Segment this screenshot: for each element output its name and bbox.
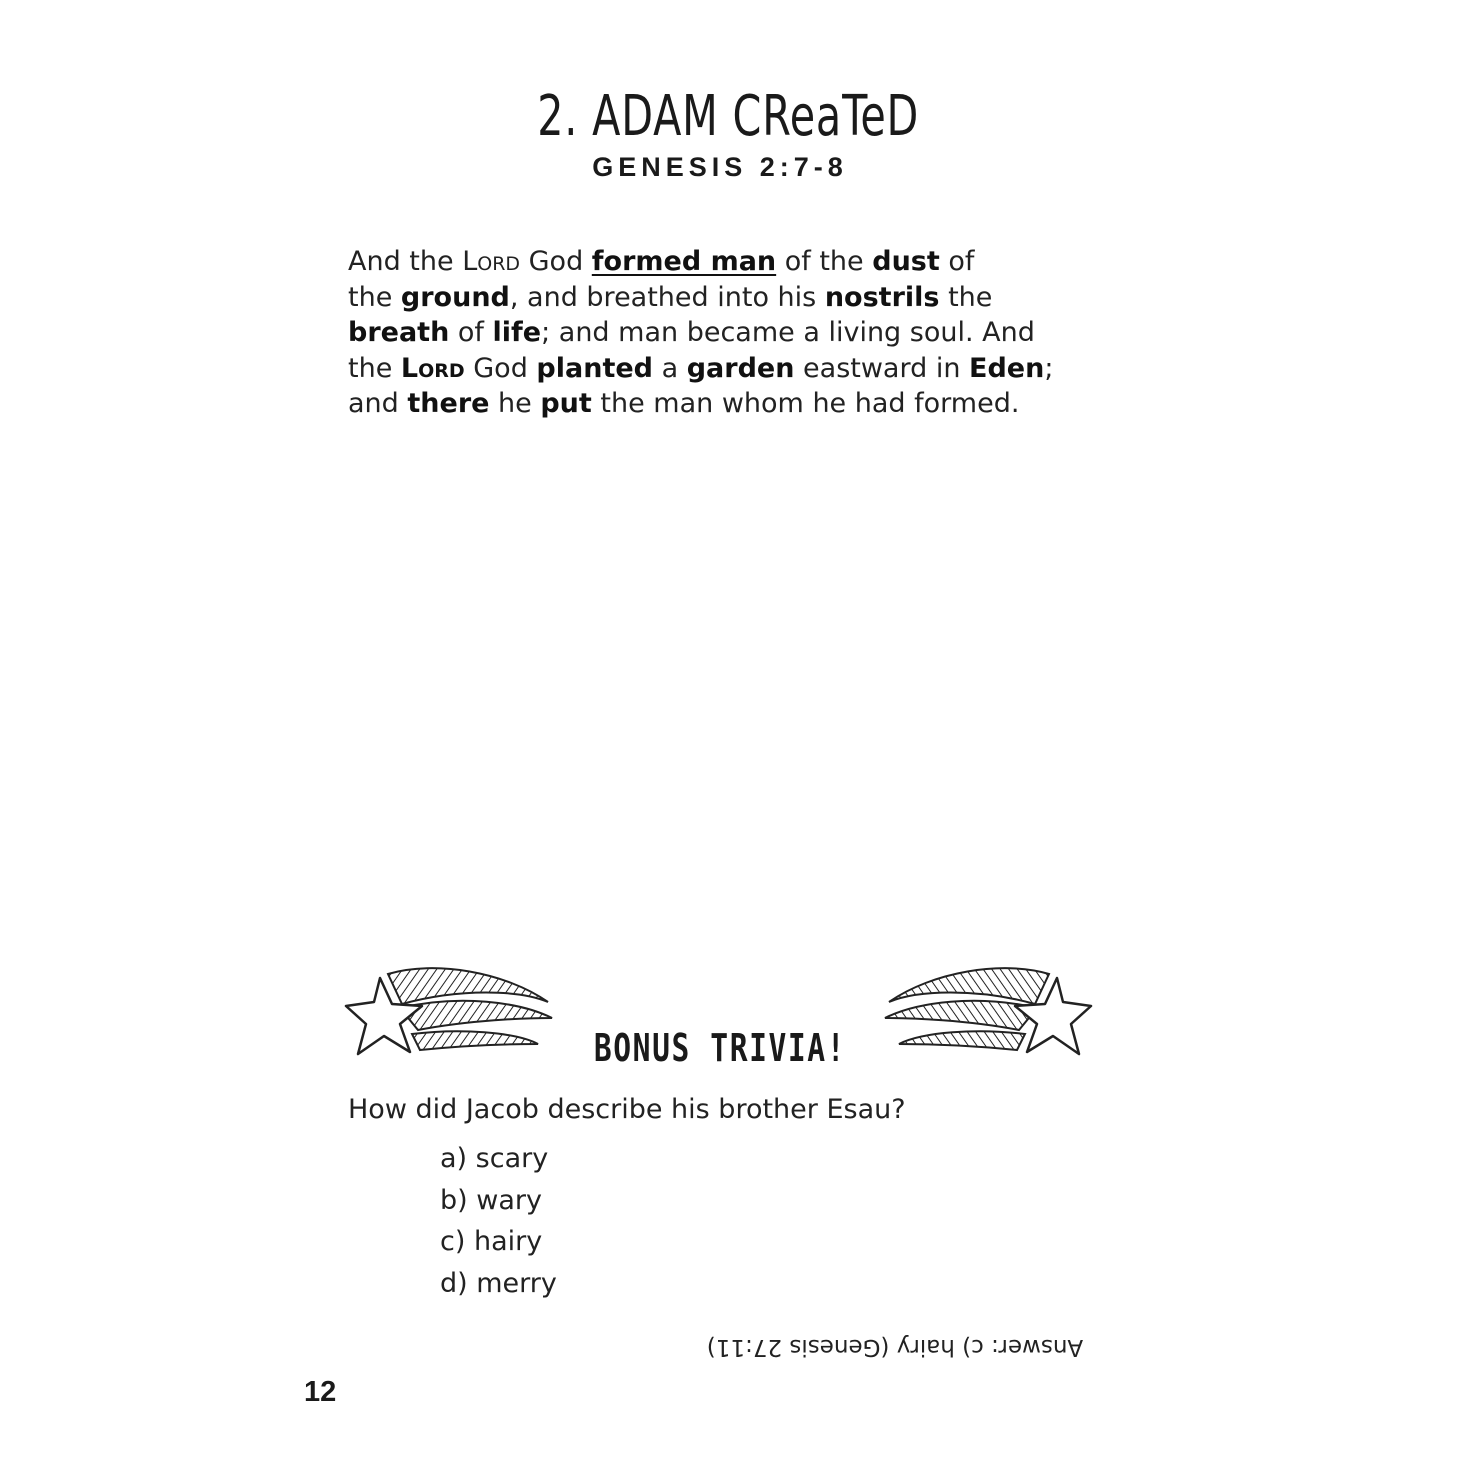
- passage-text: he: [489, 388, 541, 419]
- passage-text: ;: [1044, 352, 1054, 384]
- passage-text: the: [348, 352, 401, 384]
- trivia-options: [440, 1138, 557, 1304]
- passage-text: God: [520, 246, 592, 277]
- shooting-star-icon: [872, 960, 1097, 1060]
- passage-keyword: breath: [348, 317, 450, 348]
- passage-keyword-underlined: formed man: [591, 246, 777, 277]
- trivia-option: b) wary: [440, 1184, 542, 1216]
- passage-text: ; and man became a living soul. And: [541, 317, 1035, 348]
- trivia-answer-upside-down: Answer: c) hairy (Genesis 27:11): [706, 1334, 1084, 1360]
- trivia-option: c) hairy: [440, 1226, 543, 1257]
- page-number: 12: [304, 1376, 337, 1408]
- passage-keyword: dust: [872, 246, 940, 277]
- trivia-option: d) merry: [440, 1267, 557, 1299]
- passage-text: eastward in: [794, 352, 970, 384]
- passage-keyword: planted: [536, 352, 653, 384]
- passage-keyword: garden: [686, 352, 795, 384]
- passage-text: of: [939, 246, 975, 277]
- scripture-reference: GENESIS 2:7-8: [592, 152, 848, 182]
- passage-keyword: nostrils: [824, 281, 940, 313]
- passage-keyword: ground: [400, 281, 510, 313]
- passage-keyword: put: [540, 388, 592, 419]
- passage-text: the: [939, 281, 993, 313]
- passage-text: of: [449, 317, 493, 348]
- passage-text: a: [653, 352, 687, 384]
- passage-text: , and breathed into his: [509, 281, 825, 313]
- passage-lord: Lord: [400, 352, 465, 384]
- scripture-passage: [348, 244, 1078, 422]
- passage-text: and: [348, 388, 408, 419]
- passage-text: God: [464, 352, 537, 384]
- trivia-question: How did Jacob describe his brother Esau?: [348, 1094, 906, 1125]
- passage-text: of the: [776, 246, 873, 277]
- passage-keyword: Eden: [969, 352, 1045, 384]
- passage-text: the man whom he had formed.: [591, 388, 1020, 419]
- passage-lord: Lord: [462, 246, 521, 277]
- passage-keyword: life: [492, 317, 542, 348]
- passage-keyword: there: [407, 388, 490, 419]
- page-title: 2. ADAM CReaTeD: [537, 84, 920, 149]
- bonus-trivia-heading: BONUS TRIVIA!: [593, 1026, 847, 1070]
- passage-text: the: [348, 281, 401, 313]
- passage-text: And the: [348, 246, 463, 277]
- trivia-option: a) scary: [440, 1143, 549, 1174]
